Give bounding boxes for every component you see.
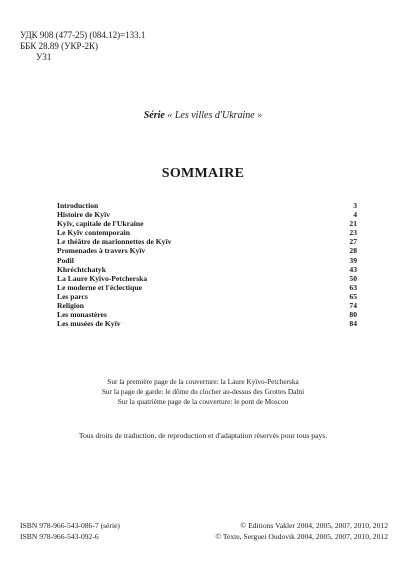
cover-note-front: Sur la première page de la couverture: la Laure Kyïvo-Petcherska xyxy=(107,377,299,386)
copyright-publisher: © Editions Vakler 2004, 2005, 2007, 2010, 2012 xyxy=(240,521,388,530)
toc-title: Les monastères xyxy=(57,310,107,320)
toc-page: 65 xyxy=(349,291,357,301)
bbk-code: ББК 28.89 (УКР-2К) xyxy=(20,41,98,51)
toc-title: Khréchtchatyk xyxy=(57,264,106,274)
series-label: Série xyxy=(143,110,165,121)
isbn-volume: ISBN 978-966-543-092-6 xyxy=(20,532,99,541)
series-line xyxy=(0,110,406,121)
cover-notes xyxy=(0,377,406,407)
copyright-text: © Texte, Serguei Oudovik 2004, 2005, 2007, 2010, 2012 xyxy=(215,532,388,541)
toc-page: 74 xyxy=(349,301,357,311)
copyright-block xyxy=(215,520,388,542)
isbn-series: ISBN 978-966-543-086-7 (série) xyxy=(20,521,120,530)
isbn-block xyxy=(20,520,120,542)
toc-page: 84 xyxy=(349,319,357,329)
toc-row xyxy=(57,274,357,283)
toc-row xyxy=(57,210,357,219)
toc-row xyxy=(57,292,357,301)
author-code: У31 xyxy=(36,52,52,62)
toc-row xyxy=(57,319,357,328)
toc-title: Introduction xyxy=(57,201,99,210)
toc-page: 28 xyxy=(349,246,357,256)
catalog-codes xyxy=(20,30,145,63)
series-open-quote: « xyxy=(167,110,173,121)
series-close-quote: » xyxy=(257,110,263,121)
toc-page: 3 xyxy=(353,201,357,210)
toc-row xyxy=(57,310,357,319)
toc-row xyxy=(57,228,357,237)
toc-page: 43 xyxy=(349,264,357,274)
toc-page: 39 xyxy=(349,255,357,265)
udk-code: УДК 908 (477-25) (084.12)=133.1 xyxy=(20,30,146,40)
toc-page: 4 xyxy=(353,210,357,220)
toc-row xyxy=(57,246,357,255)
toc-page: 63 xyxy=(349,282,357,292)
toc-title: Histoire de Kyïv xyxy=(57,210,111,220)
toc-title: Kyïv, capitale de l'Ukraine xyxy=(57,219,144,229)
toc-title: Podil xyxy=(57,255,74,265)
toc-title: Le théâtre de marionnettes de Kyïv xyxy=(57,237,172,247)
toc-title: Les musées de Kyïv xyxy=(57,319,121,329)
toc-title: Religion xyxy=(57,301,85,311)
page-title: SOMMAIRE xyxy=(161,166,245,181)
cover-note-flyleaf: Sur la page de garde: le dôme du clocher au-dessus des Grottes Dalni xyxy=(101,387,305,396)
toc-title: La Laure Kyïvo-Petcherska xyxy=(57,273,148,283)
toc-row xyxy=(57,256,357,265)
cover-note-back: Sur la quatrième page de la couverture: le pont de Moscou xyxy=(117,397,289,406)
toc-page: 27 xyxy=(349,237,357,247)
toc-row xyxy=(57,283,357,292)
toc-row xyxy=(57,265,357,274)
toc-row xyxy=(57,237,357,246)
toc-row xyxy=(57,219,357,228)
series-name: Les villes d'Ukraine xyxy=(174,110,255,121)
toc-title: Le Kyïv contemporain xyxy=(57,228,130,238)
toc-row xyxy=(57,301,357,310)
table-of-contents xyxy=(57,201,357,328)
rights-notice: Tous droits de traduction, de reproduction et d'adaptation réservés pour tous pays. xyxy=(78,431,328,440)
toc-page: 21 xyxy=(349,219,357,229)
toc-title: Le moderne et l'éclectique xyxy=(57,282,142,292)
toc-page: 80 xyxy=(349,310,357,320)
toc-title: Les parcs xyxy=(57,291,88,301)
toc-title: Promenades à travers Kyïv xyxy=(57,246,146,256)
toc-page: 50 xyxy=(349,273,357,283)
toc-page: 23 xyxy=(349,228,357,238)
toc-row xyxy=(57,201,357,210)
